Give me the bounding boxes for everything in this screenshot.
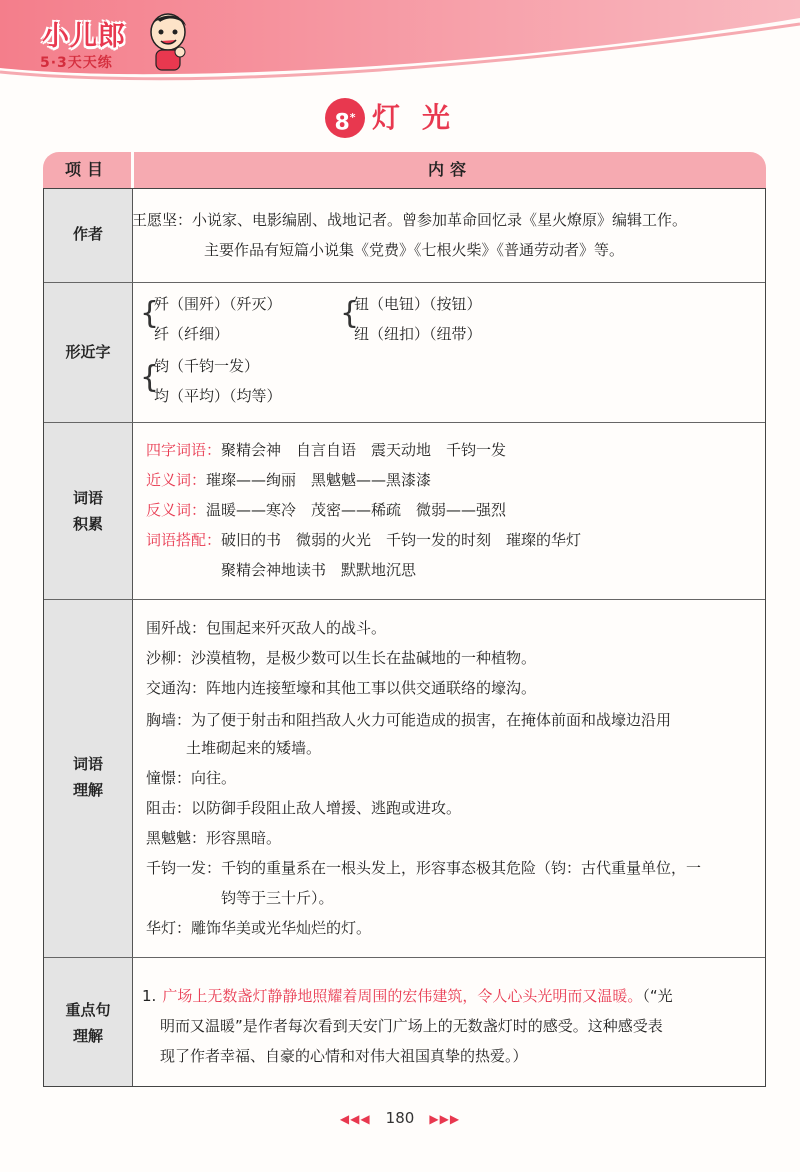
vocab-item (146, 525, 581, 555)
definition-line: 千钧一发：千钧的重量系在一根头发上，形容事态极其危险（钧：古代重量单位，一 (146, 859, 702, 877)
lesson-title-text: 灯光 (372, 101, 473, 134)
lesson-number-badge (325, 98, 365, 138)
lesson-title (0, 94, 800, 142)
vocab-item (146, 465, 431, 495)
row-label-line: 重点句 (65, 1001, 111, 1019)
brace-icon: { (340, 296, 360, 331)
definition-line: 阻击：以防御手段阻止敌人增援、逃跑或进攻。 (146, 799, 462, 817)
column-divider (132, 189, 133, 1086)
key-sentence-explain: 现了作者幸福、自豪的心情和对伟大祖国真挚的热爱。） (160, 1047, 528, 1065)
row-label-author: 作者 (72, 225, 103, 243)
row-label-key-sentence (44, 997, 132, 1049)
similar-char-item: 均（平均）（均等） (154, 387, 282, 405)
header-right-label: 内容 (427, 160, 472, 179)
header-right-cell (134, 152, 766, 188)
brace-icon: { (140, 360, 160, 395)
vocab-tag: 近义词： (146, 471, 207, 489)
row-label-vocab-understanding (44, 751, 132, 803)
page-footer (0, 1108, 800, 1138)
vocab-tag: 四字词语： (146, 441, 222, 459)
vocab-text: 温暖——寒冷 茂密——稀疏 微弱——强烈 (206, 501, 507, 519)
key-sentence-explain: （“光 (642, 987, 673, 1005)
similar-char-item: 钧（千钧一发） (154, 357, 260, 375)
row-divider (44, 599, 765, 600)
similar-char-item: 纽（纽扣）（纽带） (354, 325, 482, 343)
header-left-label: 项目 (64, 160, 109, 179)
author-line: 王愿坚：小说家、电影编剧、战地记者。曾参加革命回忆录《星火燎原》编辑工作。 (132, 211, 688, 229)
page-number: 180 (385, 1109, 415, 1127)
key-sentence-line-1 (142, 981, 673, 1011)
definition-line: 土堆砌起来的矮墙。 (186, 739, 322, 757)
row-label-line: 理解 (72, 1027, 103, 1045)
lesson-mark: * (349, 111, 356, 124)
vocab-text: 璀璨——绚丽 黑魆魆——黑漆漆 (206, 471, 432, 489)
brand-logo (34, 6, 184, 76)
vocab-tag: 反义词： (146, 501, 207, 519)
key-sentence-quote: 广场上无数盏灯静静地照耀着周围的宏伟建筑，令人心头光明而又温暖。 (162, 987, 643, 1005)
row-label-vocab-accumulation (44, 485, 132, 537)
label-column (44, 189, 132, 1086)
definition-line: 围歼战：包围起来歼灭敌人的战斗。 (146, 619, 387, 637)
key-sentence-number: 1. (142, 987, 157, 1005)
vocab-tag: 词语搭配： (146, 531, 222, 549)
definition-line: 华灯：雕饰华美或光华灿烂的灯。 (146, 919, 372, 937)
vocab-text: 聚精会神地读书 默默地沉思 (221, 561, 417, 579)
similar-char-item: 钮（电钮）（按钮） (354, 295, 482, 313)
mascot-icon (146, 8, 190, 74)
row-divider (44, 282, 765, 283)
row-label-line: 词语 (72, 489, 103, 507)
vocab-item (146, 495, 506, 525)
vocab-text: 聚精会神 自言自语 震天动地 千钧一发 (221, 441, 507, 459)
vocab-text: 破旧的书 微弱的火光 千钧一发的时刻 璀璨的华灯 (221, 531, 582, 549)
row-divider (44, 422, 765, 423)
author-line: 主要作品有短篇小说集《党费》《七根火柴》《普通劳动者》等。 (204, 241, 625, 259)
brand-series: 5·3天天练 (40, 55, 113, 71)
row-divider (44, 957, 765, 958)
key-sentence-explain: 明而又温暖”是作者每次看到天安门广场上的无数盏灯时的感受。这种感受表 (160, 1017, 663, 1035)
row-label-similar-chars: 形近字 (65, 343, 111, 361)
vocab-item (221, 555, 416, 585)
row-label-line: 词语 (72, 755, 103, 773)
definition-line: 沙柳：沙漠植物，是极少数可以生长在盐碱地的一种植物。 (146, 649, 537, 667)
row-label-line: 理解 (72, 781, 103, 799)
row-label-line: 积累 (72, 515, 103, 533)
brand-name: 小儿郎 (42, 21, 126, 52)
definition-line: 胸墙：为了便于射击和阻挡敌人火力可能造成的损害，在掩体前面和战壕边沿用 (146, 711, 672, 729)
content-table (43, 188, 766, 1087)
definition-line: 交通沟：阵地内连接堑壕和其他工事以供交通联络的壕沟。 (146, 679, 537, 697)
vocab-item (146, 435, 506, 465)
left-arrows-icon: ◀◀◀ (339, 1112, 371, 1126)
right-arrows-icon: ▶▶▶ (429, 1112, 461, 1126)
definition-line: 钧等于三十斤）。 (221, 889, 334, 907)
lesson-number: 8 (334, 110, 350, 136)
header-left-cell (43, 152, 131, 188)
similar-char-item: 歼（围歼）（歼灭） (154, 295, 282, 313)
definition-line: 黑魆魆：形容黑暗。 (146, 829, 282, 847)
brace-icon: { (140, 296, 160, 331)
definition-line: 憧憬：向往。 (146, 769, 237, 787)
similar-char-item: 纤（纤细） (154, 325, 230, 343)
